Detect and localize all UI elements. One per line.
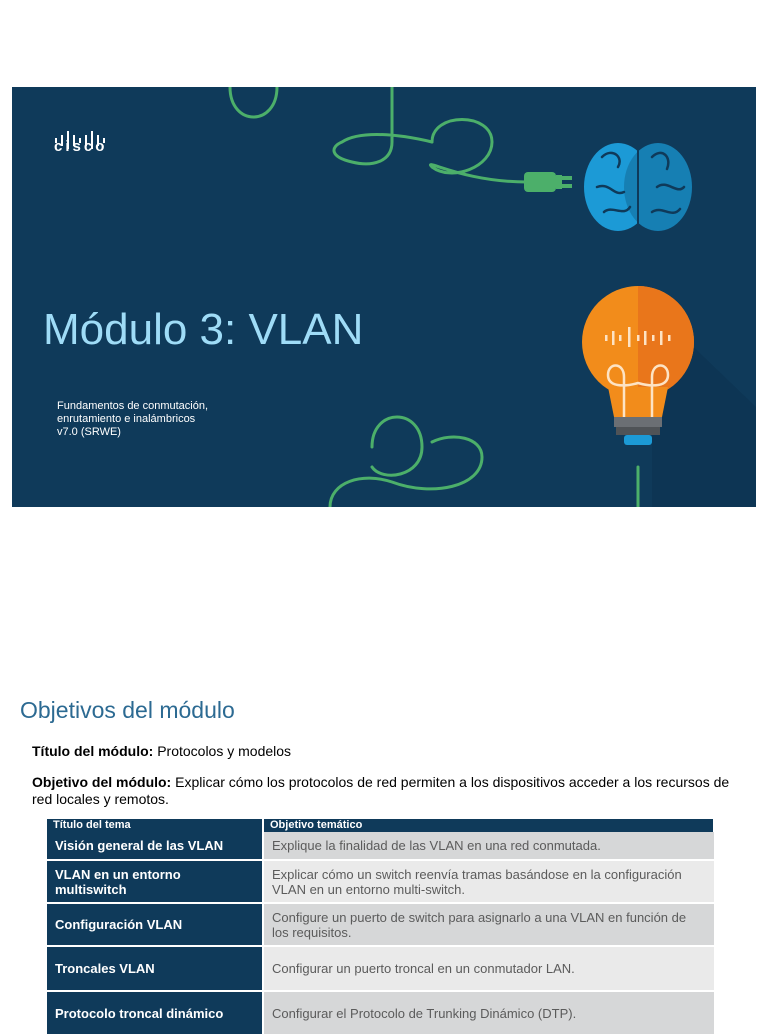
topic-title-cell: Protocolo troncal dinámico [47,991,263,1035]
title-slide [12,87,756,507]
course-line: enrutamiento e inalámbricos [57,413,196,425]
table-header-row [47,819,714,832]
course-info [57,400,277,439]
topic-title-cell: Troncales VLAN [47,946,263,991]
lightbulb-icon [582,286,756,507]
module-objective-label: Objetivo del módulo: [32,774,172,790]
topic-title-cell: Configuración VLAN [47,903,263,946]
module-title: Módulo 3: VLAN [43,305,364,354]
column-header: Título del tema [47,819,263,832]
table-row [47,860,714,903]
circuit-lines [230,87,638,507]
module-title-line [32,743,291,759]
topic-objective-cell: Configurar un puerto troncal en un conmutador LAN. [263,946,714,991]
topic-objective-cell: Explique la finalidad de las VLAN en una red conmutada. [263,832,714,860]
topic-objective-cell: Configurar el Protocolo de Trunking Dinámico (DTP). [263,991,714,1035]
module-objective-line [32,774,732,808]
table-row [47,832,714,860]
brain-icon [584,143,692,231]
module-objective-value: Explicar cómo los protocolos de red permiten a los dispositivos acceder a los recursos de red locales y remotos. [32,774,730,807]
plug-icon [524,172,572,192]
module-title-label: Título del módulo: [32,743,154,759]
table-row [47,903,714,946]
topics-table [47,819,715,1036]
course-line: v7.0 (SRWE) [57,426,121,438]
topic-title-cell: Visión general de las VLAN [47,832,263,860]
topic-title-cell: VLAN en un entorno multiswitch [47,860,263,903]
module-title-value: Protocolos y modelos [153,743,292,759]
objectives-heading: Objetivos del módulo [20,697,235,723]
topic-objective-cell: Explicar cómo un switch reenvía tramas basándose en la configuración VLAN en un entorno multi-switch. [263,860,714,903]
cisco-wordmark: cisco [54,138,108,155]
course-line: Fundamentos de conmutación, [57,400,209,412]
table-row [47,991,714,1035]
column-header: Objetivo temático [263,819,714,832]
topic-objective-cell: Configure un puerto de switch para asignarlo a una VLAN en función de los requisitos. [263,903,714,946]
table-row [47,946,714,991]
